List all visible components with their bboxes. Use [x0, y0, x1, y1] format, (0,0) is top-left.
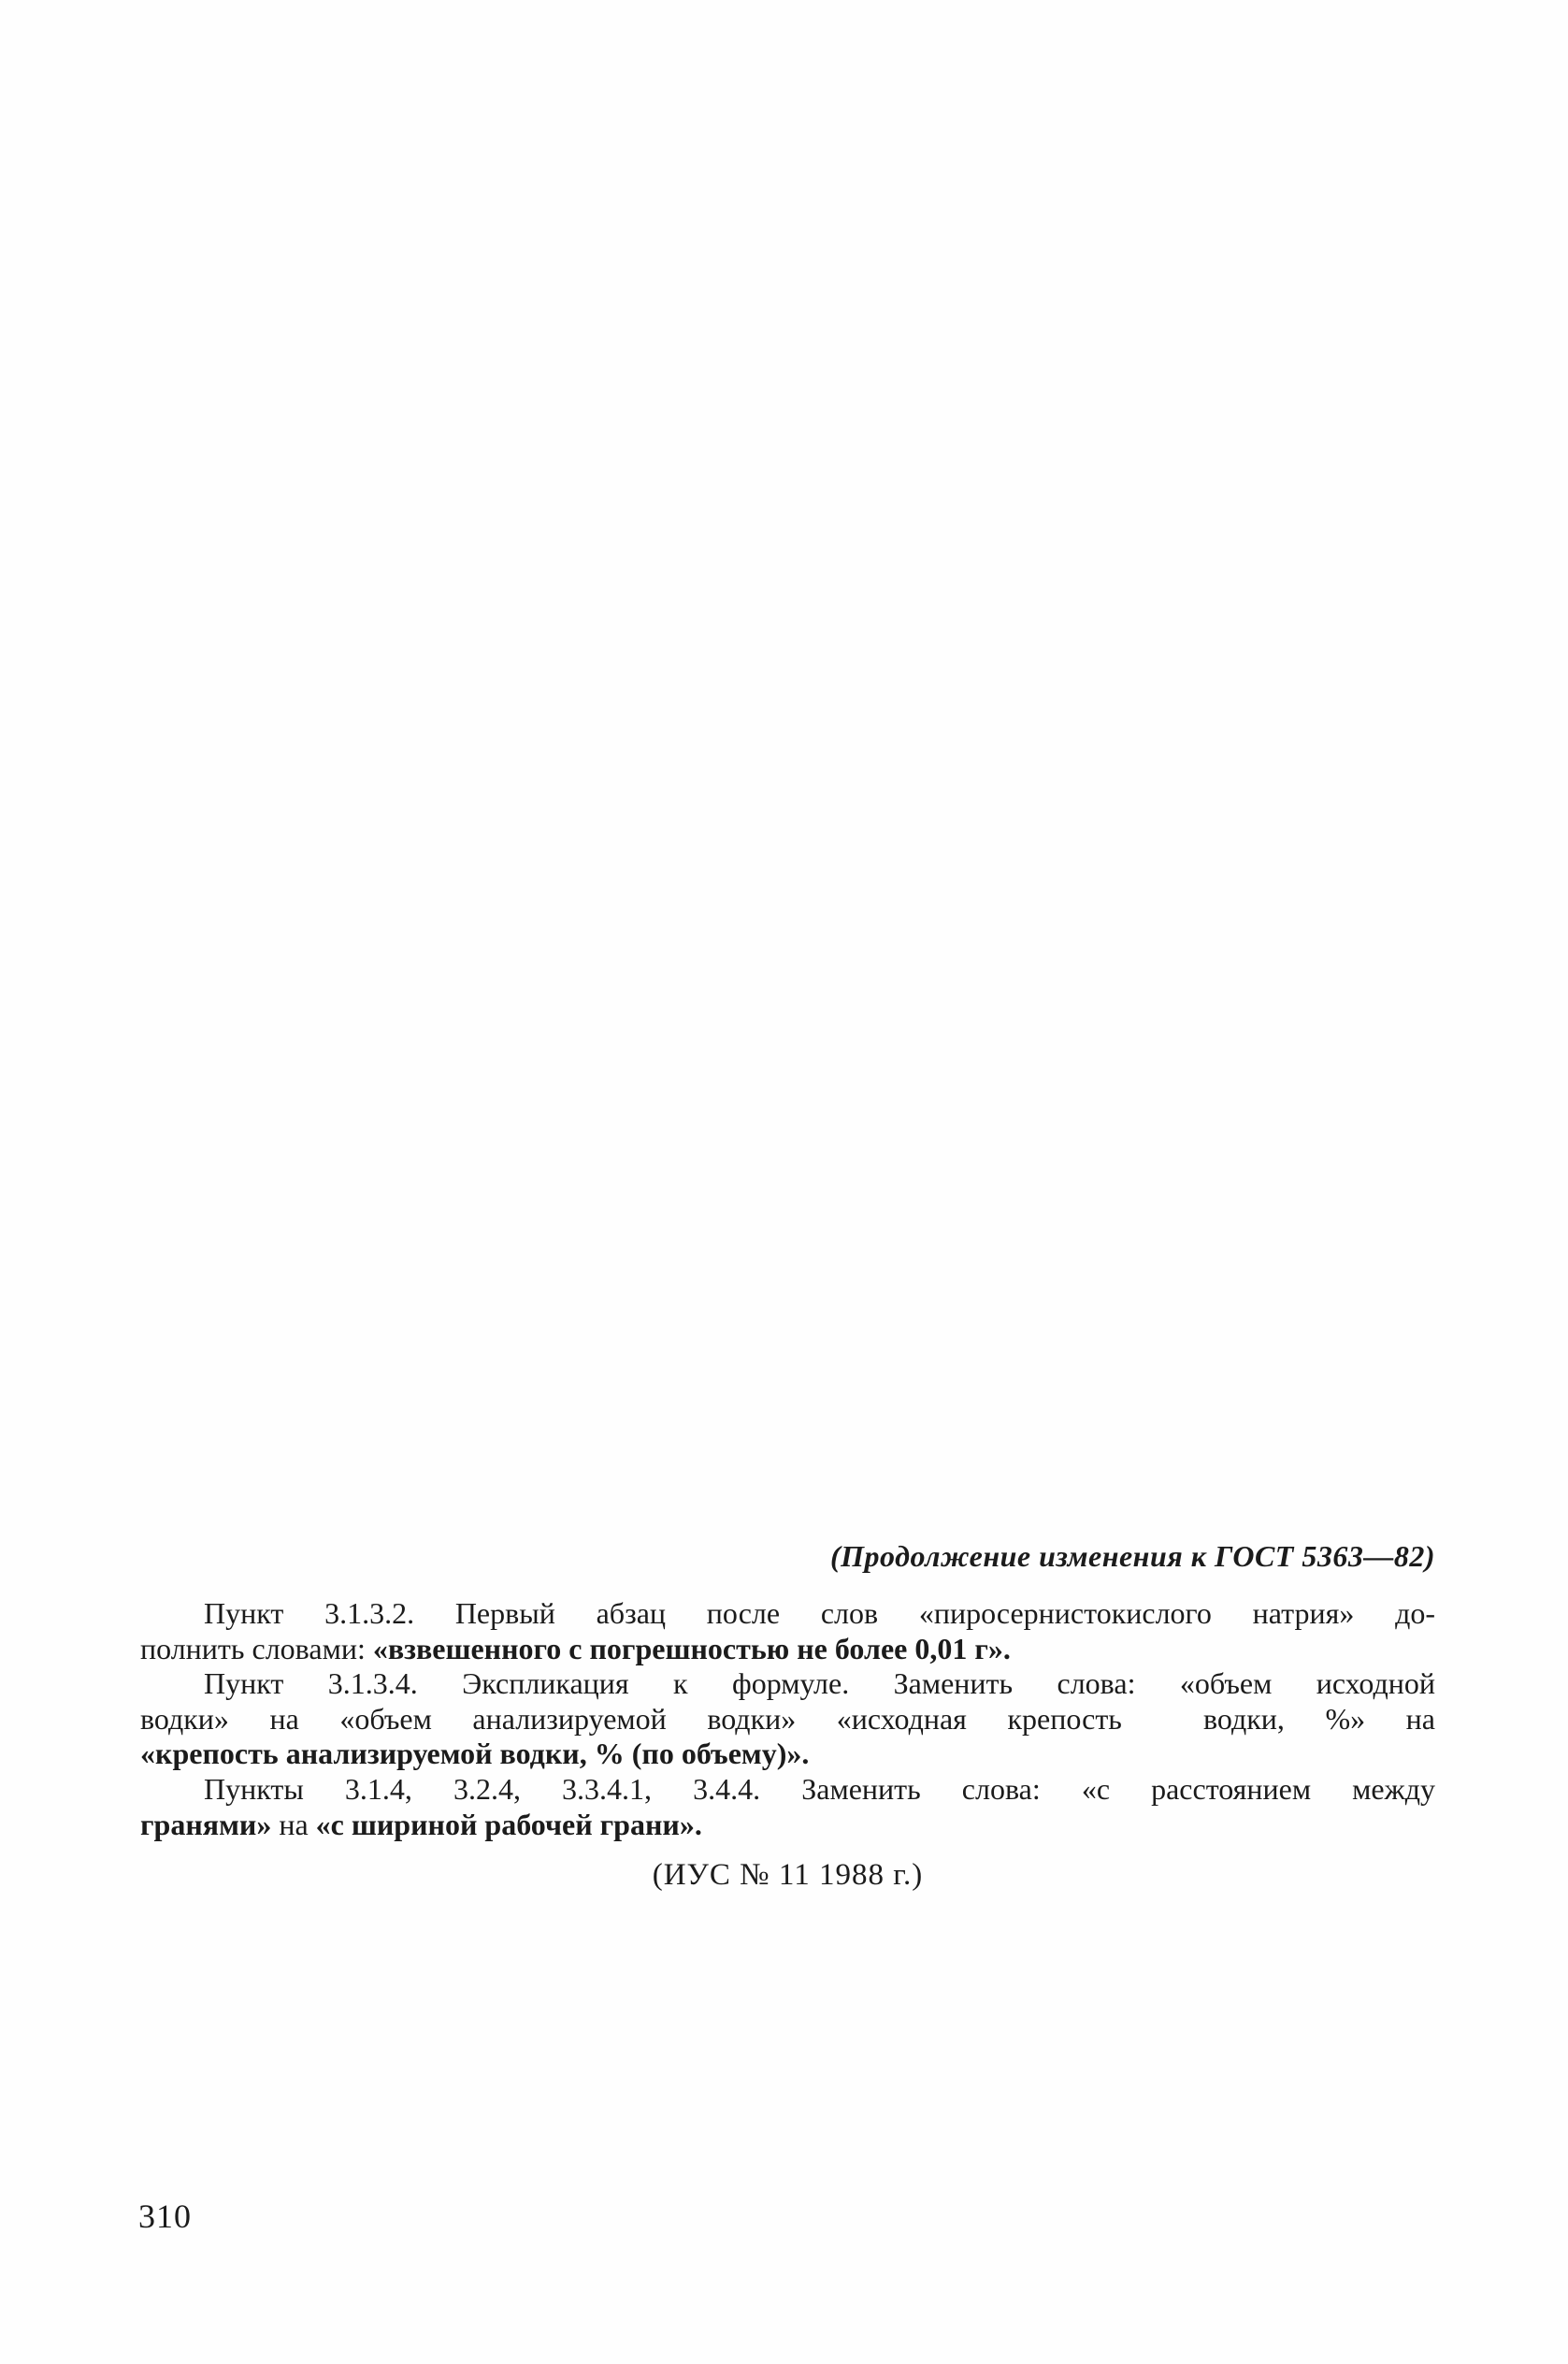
ius-reference-line: (ИУС № 11 1988 г.): [652, 1858, 924, 1893]
document-line: [140, 1702, 1435, 1737]
continuation-header: (Продолжение изменения к ГОСТ 5363—82): [829, 1539, 1435, 1573]
document-line: [140, 1596, 1435, 1632]
document-line: [140, 1666, 1435, 1702]
body-text: Пункт 3.1.3.2. Первый абзац после слов «пиросернистокислого натрия» до-: [204, 1596, 1435, 1630]
bold-quoted-text: «с шириной рабочей грани».: [315, 1807, 702, 1841]
document-line: [140, 1632, 1435, 1667]
document-line: [140, 1737, 1435, 1772]
body-text: Пункты 3.1.4, 3.2.4, 3.3.4.1, 3.4.4. Заменить слова: «с расстоянием между: [204, 1771, 1435, 1806]
bold-quoted-text: «крепость анализируемой водки, % (по объему)».: [140, 1737, 810, 1771]
document-line: [140, 1772, 1435, 1808]
body-text: на: [271, 1807, 316, 1841]
document-line: [140, 1808, 1435, 1843]
body-text: Пункт 3.1.3.4. Экспликация к формуле. Заменить слова: «объем исходной: [204, 1666, 1435, 1701]
page-number: 310: [138, 2198, 192, 2235]
bold-quoted-text: гранями»: [140, 1807, 272, 1841]
body-text: полнить словами:: [140, 1631, 373, 1665]
document-text-block: [140, 1538, 1435, 1893]
document-body: [140, 1596, 1435, 1842]
bold-quoted-text: «взвешенного с погрешностью не более 0,01 г».: [372, 1631, 1011, 1665]
body-text: водки» на «объем анализируемой водки» «исходная крепость водки, %» на: [140, 1701, 1435, 1736]
